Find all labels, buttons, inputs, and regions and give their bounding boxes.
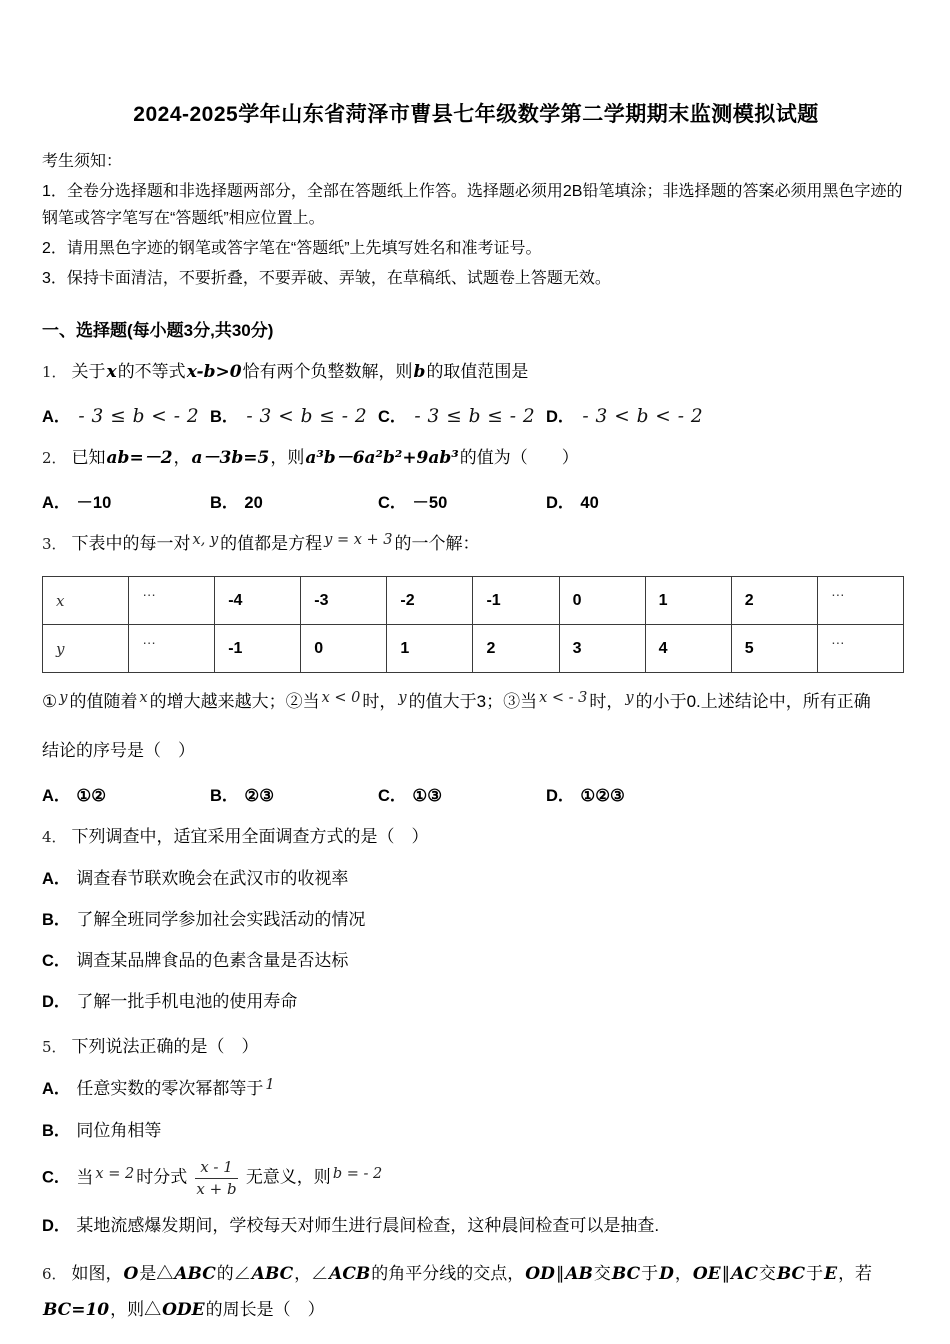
question-1-option-d [546, 403, 703, 427]
question-5-body: 下列说法正确的是（ ） [71, 1037, 259, 1056]
option-value: 某地流感爆发期间，学校每天对师生进行晨间检查，这种晨间检查可以是抽查. [76, 1215, 660, 1235]
table-cell: 5 [731, 625, 817, 673]
question-6-body: 如图，O是△ABC的∠ABC，∠ACB的角平分线的交点，OD∥AB交BC于D，OE∥AC交BC于E，若BC=10，则△ODE的周长是（ ） [43, 1263, 873, 1320]
table-cell: 1 [645, 577, 731, 625]
question-3-options [42, 782, 910, 806]
option-value: - 3 < b < - 2 [582, 406, 704, 427]
option-value: 任意实数的零次幂都等于 1 [76, 1077, 275, 1098]
table-cell: 4 [645, 625, 731, 673]
option-label: B． [210, 787, 239, 805]
question-2-text [42, 443, 910, 473]
question-2-option-b [210, 489, 378, 513]
table-cell: 3 [559, 625, 645, 673]
question-4-option-c [42, 947, 910, 975]
table-cell: … [129, 577, 215, 625]
option-label: B． [210, 494, 239, 512]
question-6 [42, 1256, 910, 1328]
table-cell: -1 [473, 577, 559, 625]
option-value: 20 [244, 494, 263, 512]
option-value: ①②③ [580, 787, 625, 805]
option-label: C． [42, 952, 71, 970]
option-c-math-2: b = - 2 [332, 1165, 383, 1182]
table-cell: -3 [301, 577, 387, 625]
option-label: D． [42, 993, 71, 1011]
question-2-options [42, 489, 910, 513]
option-label: B． [42, 911, 71, 929]
question-6-text [42, 1256, 910, 1328]
option-label: A． [42, 494, 71, 512]
question-5-text [42, 1032, 910, 1062]
option-value: ①③ [412, 787, 443, 805]
option-value: －10 [76, 494, 112, 512]
option-label: C． [378, 787, 407, 805]
option-value: - 3 < b ≤ - 2 [246, 406, 368, 427]
fraction [195, 1158, 238, 1199]
row-header-x: x [43, 577, 129, 625]
question-4-option-b [42, 906, 910, 934]
option-label: A． [42, 787, 71, 805]
option-label: D． [546, 787, 575, 805]
question-4-text [42, 822, 910, 852]
option-label: D． [546, 408, 575, 426]
question-1-number: 1． [42, 363, 67, 381]
question-1 [42, 357, 910, 427]
question-5-option-b [42, 1117, 910, 1145]
question-3-text [42, 529, 910, 560]
option-value: 调查某品牌食品的色素含量是否达标 [76, 951, 349, 970]
question-1-text [42, 357, 910, 387]
question-3-option-a [42, 782, 210, 806]
question-3-conclusion: ① y 的值随着 x 的增大越来越大；②当 x < 0 时， y 的值大于3；③当 x < - 3 时， y 的小于0.上述结论中，所有正确 [42, 690, 871, 711]
question-4-option-a [42, 865, 910, 893]
row-header-y: y [43, 625, 129, 673]
table-cell: … [817, 577, 903, 625]
question-4-number: 4． [42, 828, 67, 846]
notice-heading: 考生须知： [42, 153, 123, 170]
option-value: 调查春节联欢晚会在武汉市的收视率 [76, 869, 349, 888]
question-2-option-a [42, 489, 210, 513]
question-5-option-c [42, 1158, 910, 1199]
option-label: C． [378, 494, 407, 512]
question-2-option-c [378, 489, 546, 513]
option-label: D． [546, 494, 575, 512]
option-c-pre: 当 [76, 1167, 94, 1187]
option-c-post: 无意义，则 [245, 1167, 331, 1187]
option-label: D． [42, 1216, 71, 1235]
question-3-body: 下表中的每一对 x, y 的值都是方程 y = x + 3 的一个解： [71, 532, 480, 553]
question-2-body: 已知ab=－2，a－3b=5，则a³b－6a²b²+9ab³的值为（ ） [71, 448, 579, 468]
table-cell: -2 [387, 577, 473, 625]
page-title: 2024-2025学年山东省菏泽市曹县七年级数学第二学期期末监测模拟试题 [133, 103, 819, 126]
question-2-number: 2． [42, 449, 67, 467]
table-row-x [43, 577, 904, 625]
option-value: - 3 ≤ b < - 2 [78, 406, 200, 427]
option-value: ②③ [244, 787, 275, 805]
question-1-options [42, 403, 910, 427]
question-3-number: 3． [42, 535, 67, 553]
option-value: ①② [76, 787, 107, 805]
option-label: B． [210, 408, 239, 426]
question-3-option-d [546, 782, 625, 806]
question-2-option-d [546, 489, 599, 513]
question-4 [42, 822, 910, 1016]
table-cell: -1 [215, 625, 301, 673]
question-4-option-d [42, 988, 910, 1016]
option-label: C． [378, 408, 407, 426]
question-2 [42, 443, 910, 513]
table-cell: … [817, 625, 903, 673]
table-cell: 2 [473, 625, 559, 673]
table-cell: 2 [731, 577, 817, 625]
option-label: A． [42, 1080, 71, 1098]
table-cell: 0 [559, 577, 645, 625]
notice-section [42, 150, 910, 292]
question-5 [42, 1032, 910, 1240]
option-label: B． [42, 1122, 71, 1140]
question-3 [42, 529, 910, 806]
table-cell: 0 [301, 625, 387, 673]
question-4-body: 下列调查中，适宜采用全面调查方式的是（ ） [71, 827, 429, 846]
option-value: 了解一批手机电池的使用寿命 [76, 992, 298, 1011]
notice-item-1: 1．全卷分选择题和非选择题两部分，全部在答题纸上作答。选择题必须用2B铅笔填涂；非选择题的答案必须用黑色字迹的钢笔或答字笔写在“答题纸”相应位置上。 [42, 183, 903, 227]
notice-item-2: 2．请用黑色字迹的钢笔或答字笔在“答题纸”上先填写姓名和准考证号。 [42, 240, 542, 257]
question-5-number: 5． [42, 1038, 67, 1056]
question-1-option-a [42, 403, 210, 427]
solution-table [42, 576, 904, 673]
fraction-numerator: x - 1 [195, 1158, 238, 1179]
option-c-math-1: x = 2 [95, 1165, 135, 1182]
question-5-option-d [42, 1212, 910, 1240]
question-5-option-a [42, 1075, 910, 1104]
option-value: 同位角相等 [76, 1121, 162, 1140]
table-cell: -4 [215, 577, 301, 625]
option-label: A． [42, 870, 71, 888]
question-3-option-c [378, 782, 546, 806]
option-value: 40 [580, 494, 599, 512]
question-1-option-b [210, 403, 378, 427]
section-heading: 一、选择题(每小题3分,共30分) [42, 321, 274, 340]
question-1-body: 关于x的不等式x-b>0恰有两个负整数解，则b的取值范围是 [71, 362, 529, 382]
fraction-denominator: x + b [196, 1179, 237, 1198]
question-1-option-c [378, 403, 546, 427]
option-value: －50 [412, 494, 448, 512]
option-value: 了解全班同学参加社会实践活动的情况 [76, 910, 366, 929]
option-label: C． [42, 1168, 71, 1187]
question-3-conclusion-line2: 结论的序号是（ ） [42, 741, 195, 760]
option-label: A． [42, 408, 71, 426]
table-cell: 1 [387, 625, 473, 673]
table-cell: … [129, 625, 215, 673]
table-row-y [43, 625, 904, 673]
question-3-option-b [210, 782, 378, 806]
option-value: - 3 ≤ b ≤ - 2 [414, 406, 536, 427]
option-c-mid: 时分式 [136, 1167, 188, 1187]
question-6-number: 6． [42, 1264, 67, 1283]
notice-item-3: 3．保持卡面清洁，不要折叠，不要弄破、弄皱，在草稿纸、试题卷上答题无效。 [42, 270, 611, 287]
